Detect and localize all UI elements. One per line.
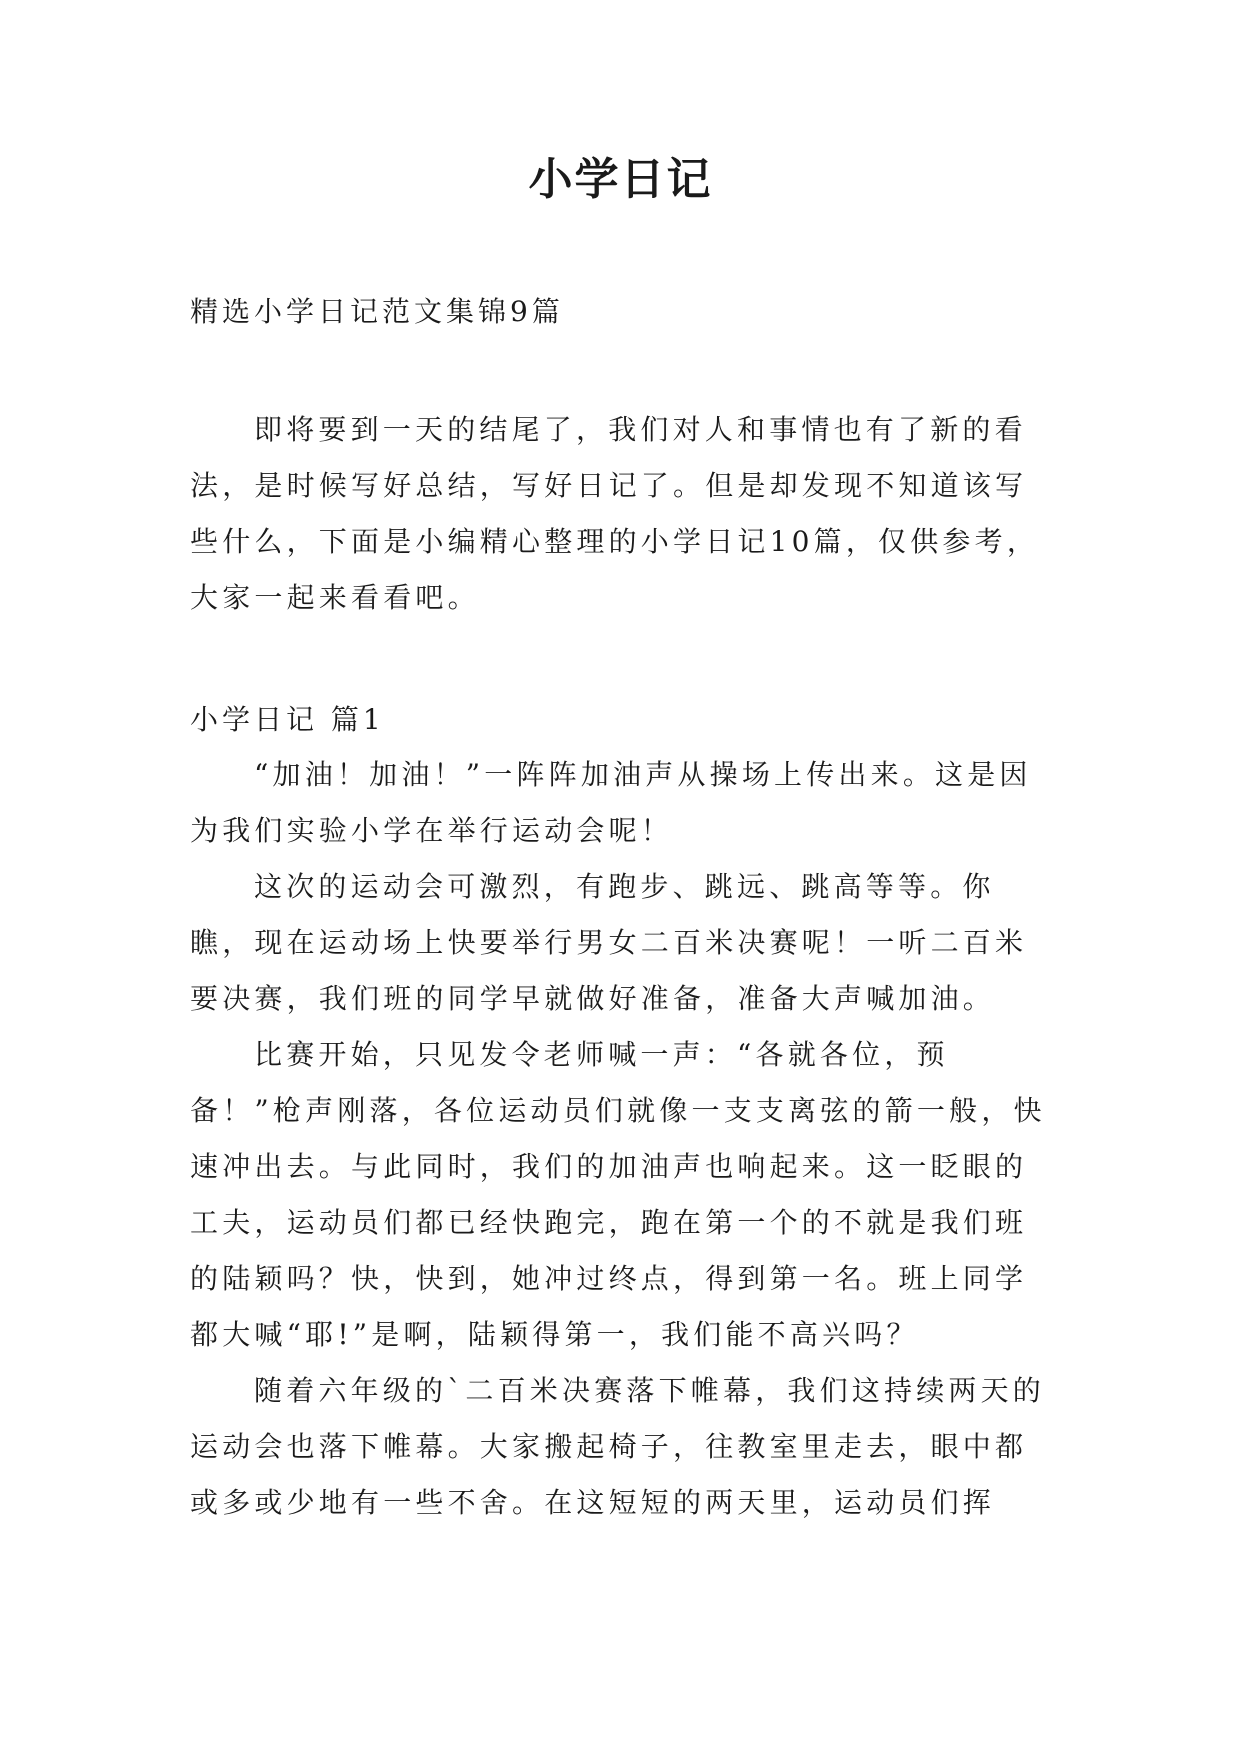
document-subtitle: 精选小学日记范文集锦9篇: [190, 295, 564, 328]
document-title: 小学日记: [528, 154, 713, 205]
section-heading: 小学日记 篇1: [190, 703, 385, 736]
intro-paragraph: 即将要到一天的结尾了，我们对人和事情也有了新的看法，是时候写好总结，写好日记了。但是却发现不知道该写些什么，下面是小编精心整理的小学日记10篇，仅供参考，大家一起来看看吧。: [190, 413, 1040, 614]
intro-section: [190, 402, 1050, 626]
section-content: [190, 747, 1050, 1531]
body-paragraph-2: 这次的运动会可激烈，有跑步、跳远、跳高等等。你瞧，现在运动场上快要举行男女二百米决赛呢！一听二百米要决赛，我们班的同学早就做好准备，准备大声喊加油。: [190, 870, 1028, 1015]
body-paragraph-3: 比赛开始，只见发令老师喊一声：“各就各位，预备！”枪声刚落，各位运动员们就像一支支离弦的箭一般，快速冲出去。与此同时，我们的加油声也响起来。这一眨眼的工夫，运动员们都已经快跑完，跑在第一个的不就是我们班的陆颖吗？快，快到，她冲过终点，得到第一名。班上同学都大喊“耶!”是啊，陆颖得第一，我们能不高兴吗？: [190, 1038, 1046, 1351]
body-paragraph-4: 随着六年级的`二百米决赛落下帷幕，我们这持续两天的运动会也落下帷幕。大家搬起椅子，往教室里走去，眼中都或多或少地有一些不舍。在这短短的两天里，运动员们挥: [190, 1374, 1046, 1519]
body-paragraph-1: “加油！加油！”一阵阵加油声从操场上传出来。这是因为我们实验小学在举行运动会呢！: [190, 758, 1032, 847]
